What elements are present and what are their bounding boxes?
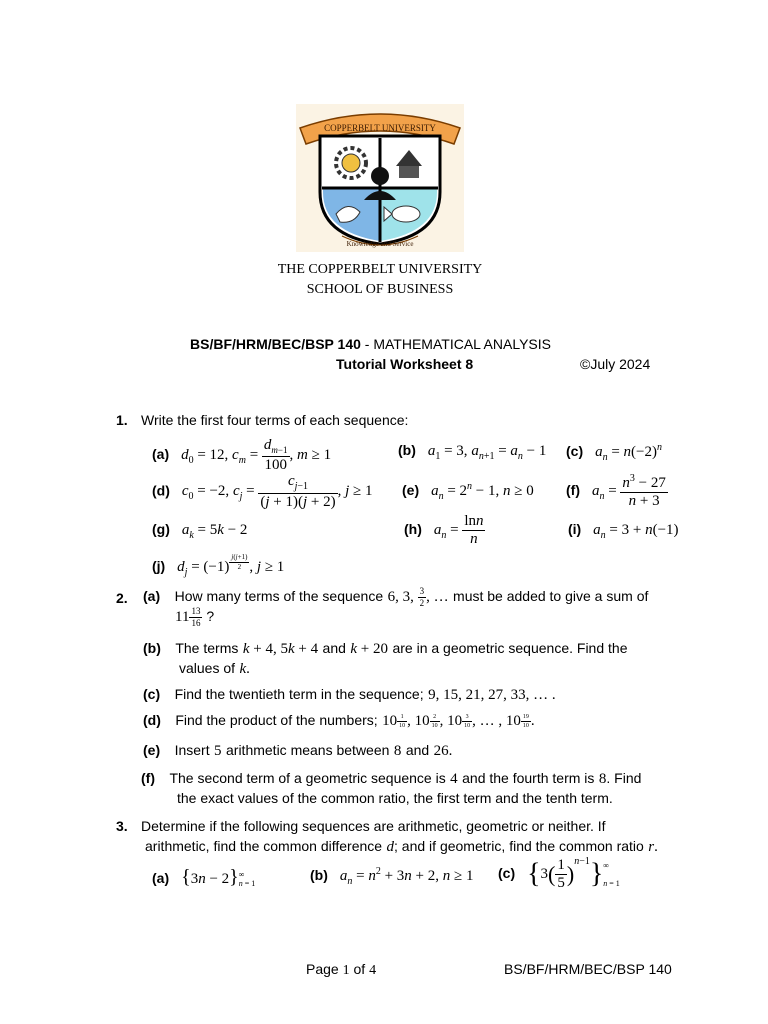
school-name: SCHOOL OF BUSINESS <box>306 282 454 297</box>
q1-prompt: Write the first four terms of each sequence: <box>141 412 409 428</box>
q1-h-expr: $a_n$ = $\frac{\ln n}{n}$ <box>433 513 484 547</box>
worksheet-date: ©July 2024 <box>580 356 651 372</box>
q1-d-expr: $c_0 = -2$, $c_j$ = $\frac{c_{j-1}}{(j + 1)(j + 2)}$ , j ≥ 1 <box>181 473 373 510</box>
q2-a-sum: 11 $\frac{13}{16}$ ? <box>175 606 215 628</box>
q2-e: (e) Insert 5 arithmetic means between 8 and 26. <box>143 742 453 759</box>
q1-a-label: (a) <box>152 445 170 462</box>
q2-e-label: (e) <box>143 742 161 758</box>
q2-b: (b) The terms k + 4, 5k + 4 and k + 20 are in a geometric sequence. Find the <box>143 640 628 657</box>
q3-a-expr: {3n − 2} ∞ n = 1 <box>181 866 256 888</box>
q1-e-expr: $a_n = 2^n - 1$, n ≥ 0 <box>431 481 534 502</box>
logo-banner-text: COPPERBELT UNIVERSITY <box>324 123 436 133</box>
q3-a-label: (a) <box>152 870 170 886</box>
q2-f-text3: . Find <box>606 770 642 786</box>
q3-line2: arithmetic, find the common difference d; and if geometric, find the common ratio r. <box>145 838 658 855</box>
q2-c <box>143 686 556 704</box>
q1-j-expr: $d_j = (-1)$ $^{\frac{j(j+1)}{2}}$ , j ≥ 1 <box>177 553 285 578</box>
q1-c-label: (c) <box>566 443 584 459</box>
q2-e-text2: arithmetic means between <box>226 742 390 758</box>
q1-d <box>152 474 373 510</box>
q2-f-text1: The second term of a geometric sequence is <box>169 770 446 786</box>
worksheet-title: Tutorial Worksheet 8 <box>336 356 474 372</box>
q2-c-text: Find the twentieth term in the sequence; <box>174 686 424 702</box>
q2-b-text1: The terms <box>175 640 239 656</box>
q1-j <box>152 554 284 578</box>
q3-a <box>152 866 255 889</box>
q1-a-expr: $d_0 = 12$, $c_m$ = $\frac{d_{m-1}}{100}$ , m ≥ 1 <box>181 437 332 473</box>
q2-d-numbers: 10 $\frac{1}{10}$ , 10 $\frac{2}{10}$ , 10 $\frac{3}{10}$ , … , 10 $\frac{19}{10}$ . <box>382 713 535 730</box>
q3-b <box>310 866 473 887</box>
course-title: - MATHEMATICAL ANALYSIS <box>360 336 551 352</box>
university-name: THE COPPERBELT UNIVERSITY <box>277 262 483 277</box>
q3-c <box>498 856 620 892</box>
q2-e-text1: Insert <box>174 742 210 758</box>
q1-g <box>152 521 247 541</box>
page-number: Page 1 of 4 <box>306 961 377 978</box>
q1-b <box>398 442 546 462</box>
q3-b-label: (b) <box>310 867 328 883</box>
q1-c <box>566 442 662 463</box>
q1-f <box>566 474 668 509</box>
q2-c-label: (c) <box>143 686 161 702</box>
q3-c-label: (c) <box>498 865 516 881</box>
q2-b-line2: values of k. <box>179 660 250 677</box>
q2-b-text3: are in a geometric sequence. Find the <box>392 640 628 656</box>
q2-a <box>143 587 648 608</box>
q2-d-text: Find the product of the numbers; <box>175 712 378 728</box>
q2-a-text2: must be added to give a sum of <box>453 587 649 604</box>
q1-number: 1. <box>116 412 128 428</box>
logo-motto-text: Knowledge and Service <box>346 240 414 248</box>
q2-f-line2: the exact values of the common ratio, the first term and the tenth term. <box>177 790 613 806</box>
course-code: BS/BF/HRM/BEC/BSP 140 <box>190 336 361 352</box>
q1-g-expr: $a_k = 5k - 2$ <box>181 522 248 541</box>
q1-h-label: (h) <box>404 520 422 537</box>
q1-b-expr: $a_1 = 3$, $a_{n+1} = a_n - 1$ <box>427 443 547 462</box>
q2-f: (f) The second term of a geometric sequence is 4 and the fourth term is 8. Find <box>141 770 642 787</box>
q2-b-label: (b) <box>143 640 161 656</box>
q2-a-text1: How many terms of the sequence <box>174 587 384 604</box>
footer-course-code: BS/BF/HRM/BEC/BSP 140 <box>504 961 672 977</box>
q2-number: 2. <box>116 590 128 606</box>
q3-b-expr: $a_n = n^2 + 3n + 2$, n ≥ 1 <box>339 866 474 887</box>
q2-d <box>143 712 535 730</box>
q2-d-label: (d) <box>143 712 161 728</box>
q1-g-label: (g) <box>152 521 170 537</box>
q2-a-sequence: 6, 3, $\frac{3}{2}$ , … <box>387 586 449 608</box>
q2-f-text2: and the fourth term is <box>462 770 595 786</box>
q3-number: 3. <box>116 818 128 834</box>
q3-c-expr: {3( $\frac{1}{5}$ )$^{n-1}$} ∞ n = 1 <box>527 856 620 892</box>
q3-line1: Determine if the following sequences are arithmetic, geometric or neither. If <box>141 818 606 834</box>
q1-h <box>404 514 485 547</box>
q2-c-sequence: 9, 15, 21, 27, 33, … . <box>428 687 556 703</box>
q1-c-expr: $a_n = n(-2)^n$ <box>595 442 662 463</box>
q1-e <box>402 481 534 502</box>
q2-b-text2: and <box>322 640 346 656</box>
q1-i-label: (i) <box>568 521 582 537</box>
q1-i-expr: $a_n = 3 + n(-1)$ <box>593 522 679 541</box>
q1-a <box>152 438 331 473</box>
university-logo <box>296 104 464 252</box>
q1-e-label: (e) <box>402 482 420 498</box>
q1-b-label: (b) <box>398 442 416 458</box>
q1-j-label: (j) <box>152 557 166 574</box>
q1-f-expr: $a_n$ = $\frac{n^3 - 27}{n + 3}$ <box>591 473 666 509</box>
q1-i <box>568 521 679 541</box>
q2-f-label: (f) <box>141 770 155 786</box>
q2-a-label: (a) <box>143 587 161 604</box>
course-heading <box>190 336 551 352</box>
q1-d-label: (d) <box>152 482 170 499</box>
q2-e-text3: and <box>405 742 430 758</box>
q1-f-label: (f) <box>566 481 580 498</box>
